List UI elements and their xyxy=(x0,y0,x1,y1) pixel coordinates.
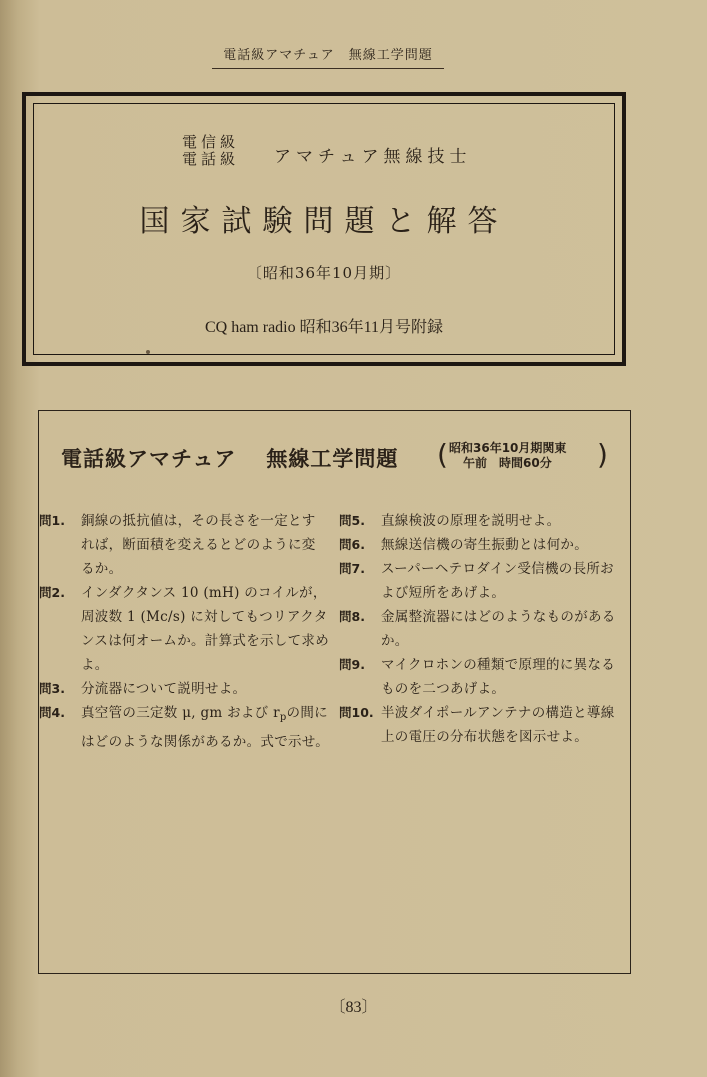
question-text xyxy=(81,701,329,754)
title-frame xyxy=(22,92,626,366)
question-text-before: 真空管の三定数 μ, gm および r xyxy=(81,705,280,721)
exam-date: 〔昭和36年10月期〕 xyxy=(246,264,402,282)
question-text: 銅線の抵抗値は，その長さを一定とすれば，断面積を変えるとどのように変るか。 xyxy=(81,513,316,577)
question-text: 直線検波の原理を説明せよ。 xyxy=(381,513,561,529)
session-paren-close: ) xyxy=(597,438,608,471)
question-text-after: の間にはどのような関係があるか。式で示せ。 xyxy=(81,705,329,750)
question-number: 問5. xyxy=(339,513,365,528)
question-6 xyxy=(339,533,624,557)
section-title xyxy=(61,443,398,473)
grade-bottom: 電話級 xyxy=(182,150,240,168)
question-number: 問3. xyxy=(39,681,65,696)
question-3 xyxy=(39,677,329,701)
question-number: 問1. xyxy=(39,513,65,528)
questions-left-column xyxy=(39,509,329,754)
question-number: 問10. xyxy=(339,705,374,720)
question-8 xyxy=(339,605,624,653)
question-text: 分流器について説明せよ。 xyxy=(81,681,247,697)
title-frame-inner xyxy=(33,103,615,355)
session-line2: 午前 時間60分 xyxy=(463,456,552,470)
license-name: アマチュア無線技士 xyxy=(274,147,472,167)
section-title-part2: 無線工学問題 xyxy=(266,447,399,471)
question-text: インダクタンス 10 (mH) のコイルが，周波数 1 (Mc/s) に対してもつリアクタンスは何オームか。計算式を示して求めよ。 xyxy=(81,585,329,673)
subscript: p xyxy=(279,712,287,723)
question-number: 問6. xyxy=(339,537,365,552)
question-10 xyxy=(339,701,624,749)
question-number: 問7. xyxy=(339,561,365,576)
session-line1: 昭和36年10月期関東 xyxy=(449,441,567,455)
question-5 xyxy=(339,509,624,533)
grade-stack xyxy=(182,134,239,168)
session-info xyxy=(449,441,566,471)
question-number: 問4. xyxy=(39,705,65,720)
questions-frame xyxy=(38,410,631,974)
session-paren-open: ( xyxy=(437,438,448,471)
questions-right-column xyxy=(339,509,624,749)
question-text: 無線送信機の寄生振動とは何か。 xyxy=(381,537,588,553)
question-1 xyxy=(39,509,329,581)
running-header: 電話級アマチュア 無線工学問題 xyxy=(212,46,444,69)
main-title: 国家試験問題と解答 xyxy=(139,204,509,239)
question-2 xyxy=(39,581,329,677)
question-text: スーパーヘテロダイン受信機の長所および短所をあげよ。 xyxy=(381,561,614,601)
question-9 xyxy=(339,653,624,701)
grade-top: 電信級 xyxy=(182,133,240,151)
question-number: 問2. xyxy=(39,585,65,600)
supplement-note: CQ ham radio 昭和36年11月号附録 xyxy=(204,319,444,336)
section-title-part1: 電話級アマチュア xyxy=(61,447,237,471)
question-number: 問9. xyxy=(339,657,365,672)
question-7 xyxy=(339,557,624,605)
question-4 xyxy=(39,701,329,754)
ink-spot xyxy=(146,350,150,354)
page-number: 〔83〕 xyxy=(329,999,378,1016)
question-text: マイクロホンの種類で原理的に異なるものを二つあげよ。 xyxy=(381,657,616,697)
question-text: 半波ダイポールアンテナの構造と導線上の電圧の分布状態を図示せよ。 xyxy=(381,705,615,745)
question-text: 金属整流器にはどのようなものがあるか。 xyxy=(381,609,616,649)
question-number: 問8. xyxy=(339,609,365,624)
